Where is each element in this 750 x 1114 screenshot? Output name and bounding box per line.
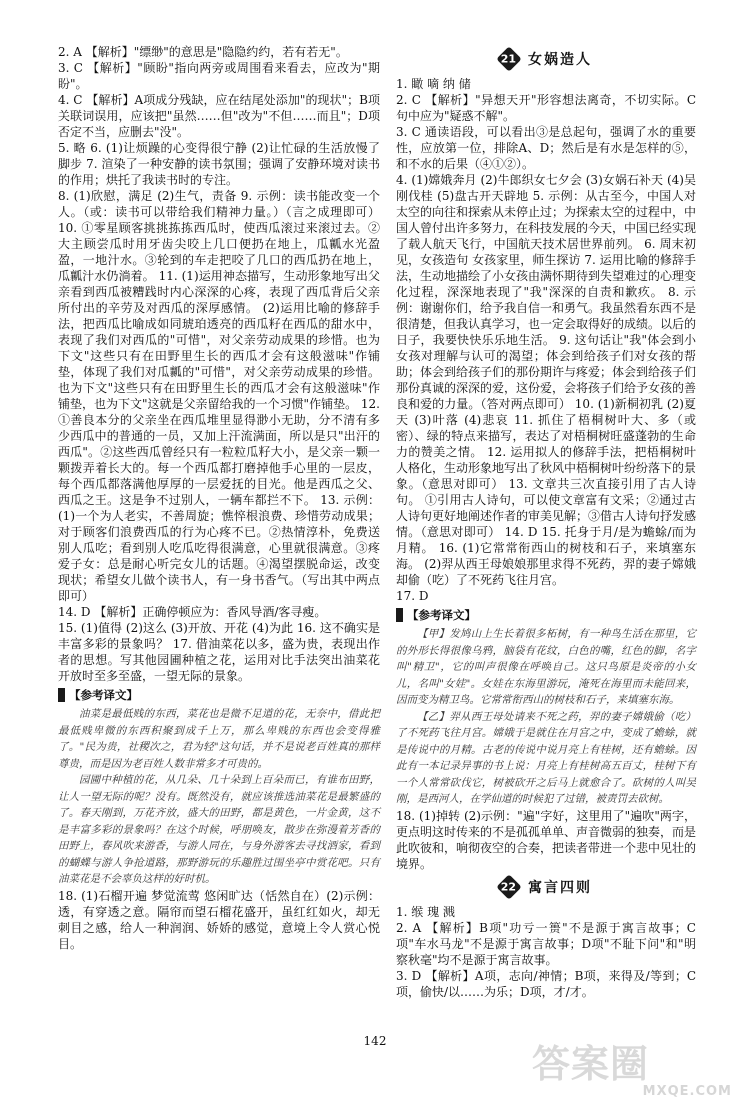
section-number-badge	[496, 46, 521, 71]
watermark-url: MXQE.COM	[642, 1084, 732, 1099]
section-header-22	[396, 876, 696, 898]
watermark-text: 答案圈	[532, 1042, 650, 1086]
answer-paragraph: 4. C 【解析】A项成分残缺，应在结尾处添加"的现状"；B项关联词误用，应该把"虽然……但"改为"不但……而且"；D项否定不当，应删去"没"。	[58, 93, 380, 139]
answer-paragraph: 17. D	[396, 589, 429, 603]
answer-paragraph: 2. A 【解析】B项"功亏一篑"不是源于寓言故事；C项"车水马龙"不是源于寓言故事；D项"不耻下问"和"明察秋毫"均不是源于寓言故事。	[396, 920, 696, 967]
label-marker-icon	[396, 608, 403, 622]
left-answers-top	[58, 44, 380, 684]
translation-paragraph: 【甲】发鸠山上生长着很多柘树，有一种鸟生活在那里，它的外形长得很像乌鸦，脑袋有花纹，白色的嘴，红色的脚，名字叫"精卫"，它的叫声很像在呼唤自己。这只鸟原是炎帝的小女儿，名叫"女娃"。女娃在东海里游玩，淹死在海里而未能回来，因而变为精卫鸟。它常常衔西山的树枝和石子，来填塞东海。	[396, 628, 696, 706]
page-number: 142	[363, 1034, 387, 1048]
answer-paragraph: 1. 瞰 嘀 纳 储	[396, 77, 471, 91]
right-column	[396, 44, 696, 1000]
section-number-badge	[496, 874, 521, 899]
section-21-answers	[396, 76, 696, 604]
answer-paragraph: 3. C 【解析】"顾盼"指向两旁或周围看来看去，应改为"期盼"。	[58, 61, 380, 91]
answer-paragraph: 8. (1)欣慰，满足 (2)生气，责备 9. 示例：读书能改变一个人。（或：读书可以带给我们精神力量。）（言之成理即可） 10. ①零星顾客挑挑拣拣西瓜时，使西瓜滚过来滚过去。②大主顾尝瓜时用牙齿尖咬上几口便扔在地上，瓜瓤水光盈盈，一地汁水。③轮到的车走把咬了几口的西瓜扔在地上，瓜瓤汁水仍淌着。 11. (1)运用神态描写，生动形象地写出父亲看到西瓜被糟践时内心深深的心疼，表现了西瓜背后父亲所付出的辛劳及对西瓜的深厚感情。 (2)运用比喻的修辞手法，把西瓜比喻成如同琥珀透亮的西瓜籽在西瓜的甜水中，表现了我们对西瓜的"可惜"，对父亲劳动成果的珍惜。也为下文"这些只有在田野里生长的西瓜才会有这般滋味"作铺垫，体现了我们对瓜瓤的"可惜"，对父亲劳动成果的珍惜。也为下文"这些只有在田野里生长的西瓜才会有这般滋味"作铺垫，也为下文"这就是父亲留给我的一个习惯"作铺垫。 12. ①善良本分的父亲坐在西瓜堆里显得渺小无助，分不清有多少西瓜中的普通的一员，又加上汗流满面，所以是只"出汗的西瓜"。②这些西瓜曾经只有一粒粒瓜籽大小，是父亲一颗一颗拨弄着长大的。每一个西瓜都打磨掉他手心里的一层皮，每个西瓜都落满他厚厚的一层爱抚的目光。他是西瓜之父、西瓜之王。这是争不过别人，一辆车都拦不下。 13. 示例：(1)一个为人老实，不善周旋；憔悴根浪费、珍惜劳动成果；对于顾客们浪费西瓜的行为心疼不已。②热情淳朴，免费送别人瓜吃；看到别人吃瓜吃得很满意，心里就很满意。③疼爱子女：总是耐心听完女儿的话题。④渴望摆脱命运，改变现状；希望女儿做个读书人，有一身书香气。（写出其中两点即可）	[58, 189, 380, 603]
watermark-logo	[532, 1044, 732, 1102]
answer-paragraph: 3. C 通读语段，可以看出③是总起句，强调了水的重要性，应放第一位，排除A、D；然后是有水是怎样的⑤，和不水的后果（④①②）。	[396, 125, 696, 171]
reference-label-text: 【参考译文】	[69, 688, 138, 702]
right-answers-after	[396, 808, 696, 872]
right-translation	[396, 626, 696, 808]
answer-paragraph: 18. (1)石榴开遍 梦觉流莺 悠闲旷达（恬然自在）(2)示例：透，有穿透之意。隔帘而望石榴花盛开，虽红红如火，却无刺目之感，给人一种润润、娇娇的感觉，意境上令人赏心悦目。	[58, 888, 380, 951]
answer-paragraph: 15. (1)值得 (2)这么 (3)开放、开花 (4)为此 16. 这不确实是丰富多彩的景象吗？ 17. 借油菜花以多，盛为贵，表现出作者的思想。写其他园圃种植之花，运用对比手法突出油菜花开放时至多至盛，一望无际的景象。	[58, 621, 380, 683]
answer-paragraph: 3. D 【解析】A项，志向/神情；B项，来得及/等到；C项，偷快/以……为乐；D项，才/才。	[396, 968, 696, 999]
section-number: 21	[501, 52, 517, 66]
translation-paragraph: 园圃中种植的花，从几朵、几十朵到上百朵而已，有谁布田野，让人一望无际的呢？没有。既然没有，就应该推选油菜花是最繁盛的了。春天刚到，万花齐放，盛大的田野，都是黄色，一片金黄，这不是丰富多彩的景象吗？在这个时候，呼朋唤友，散步在弥漫着芳香的田野上，春风吹来游香，与游人同在，与身外游客去寻找酒家，看到的蝴蝶与游人争抢道路，那野游玩的乐趣胜过围坐亭中赏花吧。只有油菜花是不会辜负这样的好时机。	[58, 774, 380, 885]
section-title: 寓言四则	[528, 879, 592, 896]
section-title: 女娲造人	[528, 52, 592, 68]
answer-paragraph: 2. C 【解析】"异想天开"形容想法离奇，不切实际。C句中应为"疑惑不解"。	[396, 93, 696, 123]
section-22-answers	[396, 904, 696, 1000]
answer-paragraph: 4. (1)嫦娥奔月 (2)牛郎织女七夕会 (3)女娲石补天 (4)吴刚伐桂 (5)盘古开天辟地 5. 示例：从古至今，中国人对太空的向往和探索从未停止过；为探索太空的过程中，中国人曾付出许多努力，在科技发展的今天，中国已经实现了载人航天飞行，中国航天技术居世界前列。 6. 周末初见，女孩造句 女孩家里，师生探访 7. 运用比喻的修辞手法，生动地描绘了小女孩由满怀期待到失望难过的心理变化过程，深深地表现了"我"深深的自责和歉疚。 8. 示例：谢谢你们，给予我自信一和勇气。我虽然看东西不是很清楚，但我认真学习，也一定会取得好的成绩。以后的日子，我要快快乐乐地生活。 9. 这句话让"我"体会到小女孩对理解与认可的渴望；体会到给孩子们对女孩的帮助；体会到给孩子们的那份期许与疼爱；体会到给孩子们那份真诚的深深的爱，这份爱，会将孩子们给予女孩的善良和爱的力量。（答对两点即可） 10. (1)新桐初乳 (2)夏天 (3)叶落 (4)悲哀 11. 抓住了梧桐树叶大、多（或密）、绿的特点来描写，表达了对梧桐树旺盛蓬勃的生命力的赞美之情。 12. 运用拟人的修辞手法，把梧桐树叶人格化，生动形象地写出了秋风中梧桐树叶纷纷落下的景象。（意思对即可） 13. 文章共三次直接引用了古人诗句。 ①引用古人诗句，可以使文章富有文采；②通过古人诗句更好地阐述作者的审美见解；③借古人诗句抒发感情。（意思对即可） 14. D 15. 托身于月/是为蟾蜍/而为月精。 16. (1)它常常衔西山的树枝和石子，来填塞东海。 (2)羿从西王母娘娘那里求得不死药，羿的妻子嫦娥却偷（吃）了不死药飞往月宫。	[396, 173, 697, 587]
reference-translation-label	[396, 607, 476, 623]
label-marker-icon	[58, 688, 65, 702]
answer-paragraph: 2. A 【解析】"缥缈"的意思是"隐隐约约，若有若无"。	[58, 45, 348, 59]
answer-paragraph: 18. (1)掉转 (2)示例："遍"字好，这里用了"遍吹"两字，更点明这时传来的不是孤孤单单、声音微弱的独奏，而是此吹彼和，响彻夜空的合奏，把读者带进一个悲中见壮的境界。	[396, 808, 697, 871]
translation-paragraph: 【乙】羿从西王母处请来不死之药，羿的妻子嫦娥偷（吃）了不死药飞往月宫。嫦娥于是就住在月宫之中，变成了蟾蜍，就是传说中的月精。古老的传说中说月亮上有桂树，还有蟾蜍。因此有一本记录异事的书上说：月亮上有桂树高五百丈，桂树下有一个人常常砍伐它，树被砍开之后马上就愈合了。砍树的人叫吴刚，是西河人，在学仙道的时候犯了过错，被责罚去砍树。	[396, 710, 696, 805]
answer-paragraph: 5. 略 6. (1)让烦躁的心变得很宁静 (2)让忙碌的生活放慢了脚步 7. 渲染了一种安静的读书氛围；强调了安静环境对读书的作用；烘托了我读书时的专注。	[58, 141, 380, 187]
answer-paragraph: 1. 缑 瑰 溅	[396, 904, 455, 919]
section-number: 22	[501, 880, 517, 893]
section-header-21	[396, 48, 696, 70]
left-answers-bottom	[58, 888, 380, 952]
translation-paragraph: 油菜是最低贱的东西，菜花也是微不足道的花，无奈中，借此把最低贱卑微的东西积聚到成千上万，那么卑贱的东西也会变得雅了。"民为贵，社稷次之，君为轻"这句话，并不是说老百姓真的那样尊贵，而是因为老百姓人数非常多才可贵的。	[58, 708, 380, 770]
reference-translation-label	[58, 687, 138, 703]
answer-paragraph: 14. D 【解析】正确停顿应为：香风导酒/客寻瘦。	[58, 605, 327, 619]
left-translation	[58, 706, 380, 888]
left-column	[58, 44, 380, 952]
reference-label-text: 【参考译文】	[407, 608, 476, 622]
